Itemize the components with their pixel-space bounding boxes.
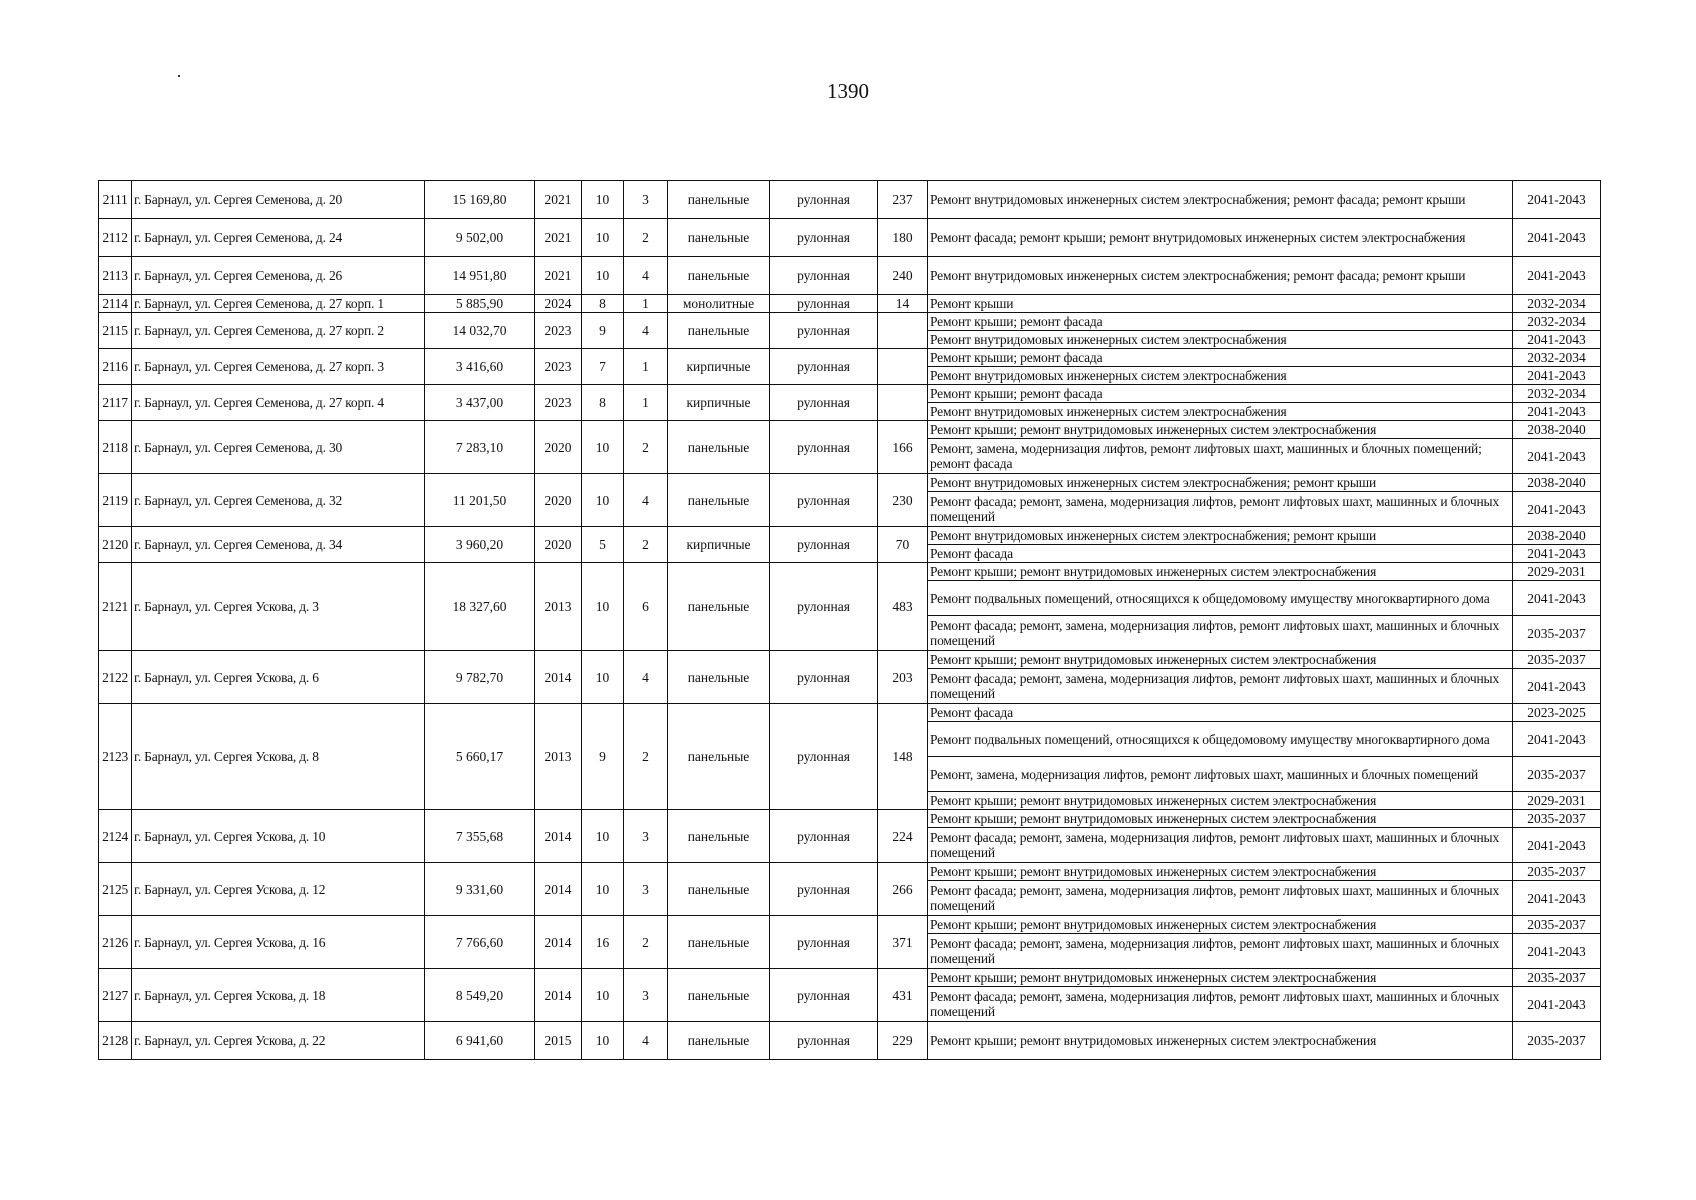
row-residents: 266 bbox=[878, 863, 928, 916]
row-roof-type: рулонная bbox=[770, 969, 878, 1022]
row-number: 2112 bbox=[99, 219, 132, 257]
row-floors: 9 bbox=[582, 313, 624, 349]
row-address: г. Барнаул, ул. Сергея Семенова, д. 30 bbox=[132, 421, 425, 474]
row-roof-type: рулонная bbox=[770, 421, 878, 474]
row-work-description: Ремонт фасада; ремонт, замена, модернизация лифтов, ремонт лифтовых шахт, машинных и блочных помещений bbox=[928, 881, 1513, 916]
row-year: 2023 bbox=[535, 349, 582, 385]
row-area: 3 960,20 bbox=[425, 527, 535, 563]
row-address: г. Барнаул, ул. Сергея Семенова, д. 27 корп. 4 bbox=[132, 385, 425, 421]
table-row bbox=[99, 916, 1601, 934]
row-work-description: Ремонт внутридомовых инженерных систем электроснабжения bbox=[928, 367, 1513, 385]
table-row bbox=[99, 421, 1601, 439]
row-work-period: 2035-2037 bbox=[1513, 757, 1601, 792]
row-number: 2123 bbox=[99, 704, 132, 810]
row-residents: 224 bbox=[878, 810, 928, 863]
row-work-description: Ремонт крыши; ремонт внутридомовых инженерных систем электроснабжения bbox=[928, 1022, 1513, 1060]
row-year: 2014 bbox=[535, 651, 582, 704]
table-row bbox=[99, 349, 1601, 367]
row-floors: 9 bbox=[582, 704, 624, 810]
row-work-description: Ремонт крыши; ремонт внутридомовых инженерных систем электроснабжения bbox=[928, 810, 1513, 828]
row-area: 8 549,20 bbox=[425, 969, 535, 1022]
row-residents: 237 bbox=[878, 181, 928, 219]
table-row bbox=[99, 295, 1601, 313]
row-year: 2024 bbox=[535, 295, 582, 313]
row-number: 2125 bbox=[99, 863, 132, 916]
row-year: 2023 bbox=[535, 313, 582, 349]
row-area: 3 437,00 bbox=[425, 385, 535, 421]
row-roof-type: рулонная bbox=[770, 219, 878, 257]
row-residents: 240 bbox=[878, 257, 928, 295]
row-work-period: 2041-2043 bbox=[1513, 828, 1601, 863]
row-entrances: 1 bbox=[624, 295, 668, 313]
row-year: 2021 bbox=[535, 257, 582, 295]
row-entrances: 1 bbox=[624, 385, 668, 421]
row-work-period: 2041-2043 bbox=[1513, 331, 1601, 349]
row-residents: 70 bbox=[878, 527, 928, 563]
row-floors: 7 bbox=[582, 349, 624, 385]
row-floors: 10 bbox=[582, 651, 624, 704]
row-area: 9 331,60 bbox=[425, 863, 535, 916]
row-number: 2111 bbox=[99, 181, 132, 219]
row-entrances: 3 bbox=[624, 969, 668, 1022]
row-work-description: Ремонт фасада; ремонт крыши; ремонт внутридомовых инженерных систем электроснабжения bbox=[928, 219, 1513, 257]
row-wall-material: панельные bbox=[668, 219, 770, 257]
row-area: 18 327,60 bbox=[425, 563, 535, 651]
row-entrances: 4 bbox=[624, 474, 668, 527]
row-area: 7 283,10 bbox=[425, 421, 535, 474]
row-roof-type: рулонная bbox=[770, 1022, 878, 1060]
scan-speck bbox=[178, 75, 180, 77]
row-year: 2020 bbox=[535, 527, 582, 563]
row-entrances: 2 bbox=[624, 421, 668, 474]
row-work-description: Ремонт внутридомовых инженерных систем электроснабжения bbox=[928, 331, 1513, 349]
row-work-period: 2032-2034 bbox=[1513, 385, 1601, 403]
row-area: 9 782,70 bbox=[425, 651, 535, 704]
row-address: г. Барнаул, ул. Сергея Ускова, д. 10 bbox=[132, 810, 425, 863]
row-wall-material: панельные bbox=[668, 474, 770, 527]
row-roof-type: рулонная bbox=[770, 527, 878, 563]
row-work-description: Ремонт фасада; ремонт, замена, модернизация лифтов, ремонт лифтовых шахт, машинных и блочных помещений bbox=[928, 492, 1513, 527]
row-residents: 14 bbox=[878, 295, 928, 313]
row-wall-material: панельные bbox=[668, 181, 770, 219]
row-residents: 230 bbox=[878, 474, 928, 527]
table-row bbox=[99, 385, 1601, 403]
row-year: 2015 bbox=[535, 1022, 582, 1060]
row-entrances: 3 bbox=[624, 810, 668, 863]
table-row bbox=[99, 969, 1601, 987]
row-work-period: 2041-2043 bbox=[1513, 257, 1601, 295]
row-address: г. Барнаул, ул. Сергея Семенова, д. 27 корп. 2 bbox=[132, 313, 425, 349]
row-number: 2128 bbox=[99, 1022, 132, 1060]
row-address: г. Барнаул, ул. Сергея Ускова, д. 3 bbox=[132, 563, 425, 651]
row-roof-type: рулонная bbox=[770, 704, 878, 810]
row-work-description: Ремонт фасада bbox=[928, 545, 1513, 563]
row-floors: 10 bbox=[582, 181, 624, 219]
row-area: 11 201,50 bbox=[425, 474, 535, 527]
table-row bbox=[99, 863, 1601, 881]
row-work-period: 2035-2037 bbox=[1513, 916, 1601, 934]
row-work-period: 2041-2043 bbox=[1513, 987, 1601, 1022]
row-floors: 10 bbox=[582, 219, 624, 257]
table-row bbox=[99, 651, 1601, 669]
row-work-period: 2038-2040 bbox=[1513, 527, 1601, 545]
row-work-description: Ремонт крыши; ремонт внутридомовых инженерных систем электроснабжения bbox=[928, 563, 1513, 581]
row-number: 2118 bbox=[99, 421, 132, 474]
row-year: 2014 bbox=[535, 969, 582, 1022]
row-work-description: Ремонт внутридомовых инженерных систем электроснабжения; ремонт фасада; ремонт крыши bbox=[928, 257, 1513, 295]
row-work-period: 2032-2034 bbox=[1513, 295, 1601, 313]
row-floors: 10 bbox=[582, 969, 624, 1022]
row-address: г. Барнаул, ул. Сергея Семенова, д. 27 корп. 1 bbox=[132, 295, 425, 313]
row-year: 2014 bbox=[535, 916, 582, 969]
table-row bbox=[99, 474, 1601, 492]
row-number: 2113 bbox=[99, 257, 132, 295]
row-address: г. Барнаул, ул. Сергея Семенова, д. 26 bbox=[132, 257, 425, 295]
row-area: 7 766,60 bbox=[425, 916, 535, 969]
row-work-period: 2041-2043 bbox=[1513, 669, 1601, 704]
row-floors: 10 bbox=[582, 474, 624, 527]
row-entrances: 3 bbox=[624, 863, 668, 916]
row-address: г. Барнаул, ул. Сергея Семенова, д. 32 bbox=[132, 474, 425, 527]
row-floors: 10 bbox=[582, 421, 624, 474]
row-work-description: Ремонт крыши; ремонт внутридомовых инженерных систем электроснабжения bbox=[928, 421, 1513, 439]
table-row bbox=[99, 563, 1601, 581]
row-area: 5 885,90 bbox=[425, 295, 535, 313]
row-entrances: 3 bbox=[624, 181, 668, 219]
row-work-period: 2032-2034 bbox=[1513, 313, 1601, 331]
row-residents: 180 bbox=[878, 219, 928, 257]
row-work-description: Ремонт фасада; ремонт, замена, модернизация лифтов, ремонт лифтовых шахт, машинных и блочных помещений bbox=[928, 828, 1513, 863]
row-work-period: 2035-2037 bbox=[1513, 863, 1601, 881]
row-entrances: 4 bbox=[624, 651, 668, 704]
row-area: 5 660,17 bbox=[425, 704, 535, 810]
row-work-period: 2035-2037 bbox=[1513, 1022, 1601, 1060]
row-work-description: Ремонт фасада; ремонт, замена, модернизация лифтов, ремонт лифтовых шахт, машинных и блочных помещений bbox=[928, 987, 1513, 1022]
row-area: 9 502,00 bbox=[425, 219, 535, 257]
row-number: 2116 bbox=[99, 349, 132, 385]
row-entrances: 2 bbox=[624, 527, 668, 563]
row-wall-material: панельные bbox=[668, 651, 770, 704]
row-work-period: 2041-2043 bbox=[1513, 403, 1601, 421]
row-wall-material: панельные bbox=[668, 1022, 770, 1060]
row-wall-material: панельные bbox=[668, 313, 770, 349]
row-floors: 10 bbox=[582, 563, 624, 651]
row-work-period: 2041-2043 bbox=[1513, 439, 1601, 474]
row-work-description: Ремонт крыши; ремонт фасада bbox=[928, 385, 1513, 403]
table-row bbox=[99, 527, 1601, 545]
row-wall-material: панельные bbox=[668, 257, 770, 295]
row-work-description: Ремонт крыши bbox=[928, 295, 1513, 313]
row-floors: 10 bbox=[582, 863, 624, 916]
row-work-description: Ремонт крыши; ремонт фасада bbox=[928, 349, 1513, 367]
table-body bbox=[99, 181, 1601, 1060]
row-work-description: Ремонт, замена, модернизация лифтов, ремонт лифтовых шахт, машинных и блочных помещений; ремонт фасада bbox=[928, 439, 1513, 474]
row-work-period: 2041-2043 bbox=[1513, 545, 1601, 563]
table-row bbox=[99, 257, 1601, 295]
row-residents: 148 bbox=[878, 704, 928, 810]
row-work-period: 2035-2037 bbox=[1513, 810, 1601, 828]
row-entrances: 2 bbox=[624, 704, 668, 810]
row-roof-type: рулонная bbox=[770, 385, 878, 421]
row-work-description: Ремонт подвальных помещений, относящихся к общедомовому имуществу многоквартирного дома bbox=[928, 581, 1513, 616]
row-number: 2120 bbox=[99, 527, 132, 563]
row-work-period: 2041-2043 bbox=[1513, 219, 1601, 257]
row-residents: 431 bbox=[878, 969, 928, 1022]
table-row bbox=[99, 181, 1601, 219]
row-roof-type: рулонная bbox=[770, 863, 878, 916]
row-year: 2023 bbox=[535, 385, 582, 421]
table-row bbox=[99, 704, 1601, 722]
row-work-period: 2035-2037 bbox=[1513, 651, 1601, 669]
row-area: 15 169,80 bbox=[425, 181, 535, 219]
row-address: г. Барнаул, ул. Сергея Семенова, д. 24 bbox=[132, 219, 425, 257]
row-work-description: Ремонт крыши; ремонт внутридомовых инженерных систем электроснабжения bbox=[928, 792, 1513, 810]
row-address: г. Барнаул, ул. Сергея Семенова, д. 20 bbox=[132, 181, 425, 219]
row-area: 6 941,60 bbox=[425, 1022, 535, 1060]
row-work-period: 2041-2043 bbox=[1513, 367, 1601, 385]
row-year: 2021 bbox=[535, 181, 582, 219]
row-work-period: 2038-2040 bbox=[1513, 474, 1601, 492]
row-floors: 8 bbox=[582, 385, 624, 421]
row-number: 2114 bbox=[99, 295, 132, 313]
row-year: 2014 bbox=[535, 810, 582, 863]
table-row bbox=[99, 219, 1601, 257]
row-year: 2013 bbox=[535, 704, 582, 810]
table-row bbox=[99, 313, 1601, 331]
row-work-period: 2041-2043 bbox=[1513, 492, 1601, 527]
row-work-period: 2041-2043 bbox=[1513, 181, 1601, 219]
row-work-description: Ремонт крыши; ремонт фасада bbox=[928, 313, 1513, 331]
row-work-period: 2041-2043 bbox=[1513, 934, 1601, 969]
row-number: 2124 bbox=[99, 810, 132, 863]
row-work-description: Ремонт фасада; ремонт, замена, модернизация лифтов, ремонт лифтовых шахт, машинных и блочных помещений bbox=[928, 616, 1513, 651]
row-number: 2115 bbox=[99, 313, 132, 349]
row-wall-material: панельные bbox=[668, 563, 770, 651]
row-wall-material: панельные bbox=[668, 810, 770, 863]
row-entrances: 4 bbox=[624, 257, 668, 295]
row-work-description: Ремонт фасада; ремонт, замена, модернизация лифтов, ремонт лифтовых шахт, машинных и блочных помещений bbox=[928, 669, 1513, 704]
row-wall-material: панельные bbox=[668, 969, 770, 1022]
row-wall-material: монолитные bbox=[668, 295, 770, 313]
row-area: 3 416,60 bbox=[425, 349, 535, 385]
row-entrances: 4 bbox=[624, 1022, 668, 1060]
row-work-period: 2035-2037 bbox=[1513, 969, 1601, 987]
row-number: 2126 bbox=[99, 916, 132, 969]
row-number: 2119 bbox=[99, 474, 132, 527]
row-roof-type: рулонная bbox=[770, 313, 878, 349]
row-number: 2117 bbox=[99, 385, 132, 421]
row-address: г. Барнаул, ул. Сергея Семенова, д. 34 bbox=[132, 527, 425, 563]
housing-repair-table bbox=[98, 180, 1601, 1060]
row-number: 2127 bbox=[99, 969, 132, 1022]
row-year: 2014 bbox=[535, 863, 582, 916]
row-area: 7 355,68 bbox=[425, 810, 535, 863]
row-work-description: Ремонт внутридомовых инженерных систем электроснабжения; ремонт фасада; ремонт крыши bbox=[928, 181, 1513, 219]
row-roof-type: рулонная bbox=[770, 474, 878, 527]
row-number: 2122 bbox=[99, 651, 132, 704]
row-work-period: 2032-2034 bbox=[1513, 349, 1601, 367]
row-residents: 483 bbox=[878, 563, 928, 651]
row-work-period: 2023-2025 bbox=[1513, 704, 1601, 722]
row-work-description: Ремонт внутридомовых инженерных систем электроснабжения; ремонт крыши bbox=[928, 527, 1513, 545]
row-roof-type: рулонная bbox=[770, 257, 878, 295]
row-area: 14 032,70 bbox=[425, 313, 535, 349]
row-year: 2020 bbox=[535, 421, 582, 474]
row-address: г. Барнаул, ул. Сергея Ускова, д. 6 bbox=[132, 651, 425, 704]
row-floors: 16 bbox=[582, 916, 624, 969]
row-work-period: 2041-2043 bbox=[1513, 581, 1601, 616]
row-address: г. Барнаул, ул. Сергея Ускова, д. 16 bbox=[132, 916, 425, 969]
row-roof-type: рулонная bbox=[770, 916, 878, 969]
row-residents bbox=[878, 385, 928, 421]
row-floors: 10 bbox=[582, 1022, 624, 1060]
row-wall-material: кирпичные bbox=[668, 349, 770, 385]
row-work-description: Ремонт фасада; ремонт, замена, модернизация лифтов, ремонт лифтовых шахт, машинных и блочных помещений bbox=[928, 934, 1513, 969]
table-row bbox=[99, 1022, 1601, 1060]
row-residents: 229 bbox=[878, 1022, 928, 1060]
row-work-period: 2041-2043 bbox=[1513, 722, 1601, 757]
row-wall-material: панельные bbox=[668, 704, 770, 810]
table-row bbox=[99, 810, 1601, 828]
row-residents: 203 bbox=[878, 651, 928, 704]
row-work-period: 2035-2037 bbox=[1513, 616, 1601, 651]
row-work-description: Ремонт подвальных помещений, относящихся к общедомовому имуществу многоквартирного дома bbox=[928, 722, 1513, 757]
row-roof-type: рулонная bbox=[770, 651, 878, 704]
row-year: 2013 bbox=[535, 563, 582, 651]
row-work-description: Ремонт внутридомовых инженерных систем электроснабжения; ремонт крыши bbox=[928, 474, 1513, 492]
row-floors: 5 bbox=[582, 527, 624, 563]
row-work-description: Ремонт, замена, модернизация лифтов, ремонт лифтовых шахт, машинных и блочных помещений bbox=[928, 757, 1513, 792]
row-floors: 10 bbox=[582, 810, 624, 863]
row-area: 14 951,80 bbox=[425, 257, 535, 295]
row-work-description: Ремонт крыши; ремонт внутридомовых инженерных систем электроснабжения bbox=[928, 863, 1513, 881]
row-entrances: 1 bbox=[624, 349, 668, 385]
row-residents: 166 bbox=[878, 421, 928, 474]
row-work-description: Ремонт крыши; ремонт внутридомовых инженерных систем электроснабжения bbox=[928, 916, 1513, 934]
row-work-description: Ремонт внутридомовых инженерных систем электроснабжения bbox=[928, 403, 1513, 421]
row-address: г. Барнаул, ул. Сергея Ускова, д. 22 bbox=[132, 1022, 425, 1060]
row-wall-material: панельные bbox=[668, 421, 770, 474]
row-work-description: Ремонт крыши; ремонт внутридомовых инженерных систем электроснабжения bbox=[928, 651, 1513, 669]
row-wall-material: панельные bbox=[668, 916, 770, 969]
row-number: 2121 bbox=[99, 563, 132, 651]
row-floors: 10 bbox=[582, 257, 624, 295]
row-address: г. Барнаул, ул. Сергея Ускова, д. 8 bbox=[132, 704, 425, 810]
row-entrances: 4 bbox=[624, 313, 668, 349]
row-work-description: Ремонт крыши; ремонт внутридомовых инженерных систем электроснабжения bbox=[928, 969, 1513, 987]
row-wall-material: панельные bbox=[668, 863, 770, 916]
row-roof-type: рулонная bbox=[770, 563, 878, 651]
row-residents: 371 bbox=[878, 916, 928, 969]
row-address: г. Барнаул, ул. Сергея Семенова, д. 27 корп. 3 bbox=[132, 349, 425, 385]
row-address: г. Барнаул, ул. Сергея Ускова, д. 12 bbox=[132, 863, 425, 916]
row-roof-type: рулонная bbox=[770, 349, 878, 385]
row-entrances: 6 bbox=[624, 563, 668, 651]
row-work-period: 2029-2031 bbox=[1513, 563, 1601, 581]
row-work-period: 2038-2040 bbox=[1513, 421, 1601, 439]
row-entrances: 2 bbox=[624, 219, 668, 257]
page-number: 1390 bbox=[827, 79, 869, 103]
row-roof-type: рулонная bbox=[770, 810, 878, 863]
row-work-description: Ремонт фасада bbox=[928, 704, 1513, 722]
row-work-period: 2029-2031 bbox=[1513, 792, 1601, 810]
row-floors: 8 bbox=[582, 295, 624, 313]
row-work-period: 2041-2043 bbox=[1513, 881, 1601, 916]
row-year: 2021 bbox=[535, 219, 582, 257]
row-wall-material: кирпичные bbox=[668, 385, 770, 421]
row-entrances: 2 bbox=[624, 916, 668, 969]
row-residents bbox=[878, 313, 928, 349]
row-roof-type: рулонная bbox=[770, 295, 878, 313]
row-roof-type: рулонная bbox=[770, 181, 878, 219]
row-year: 2020 bbox=[535, 474, 582, 527]
row-residents bbox=[878, 349, 928, 385]
row-address: г. Барнаул, ул. Сергея Ускова, д. 18 bbox=[132, 969, 425, 1022]
row-wall-material: кирпичные bbox=[668, 527, 770, 563]
